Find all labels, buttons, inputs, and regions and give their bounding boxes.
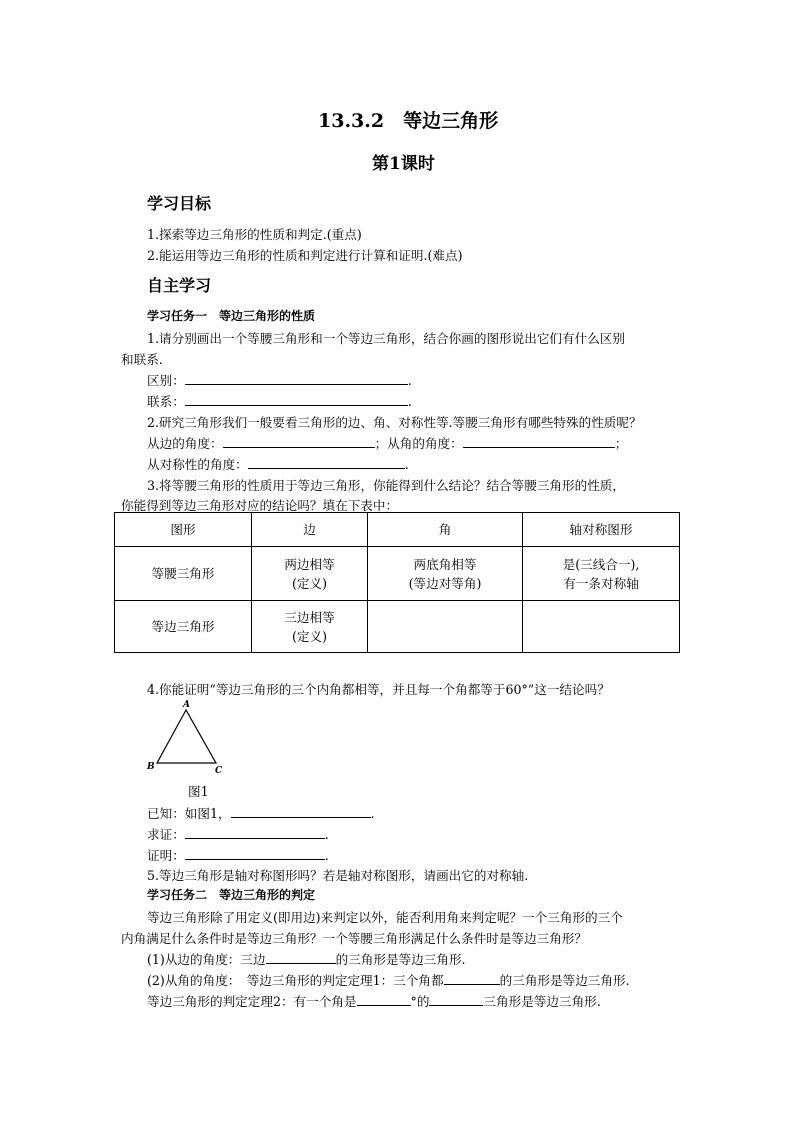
symmetry-perspective-blank[interactable] bbox=[248, 456, 405, 469]
symmetry-perspective-label: 从对称性的角度： bbox=[147, 457, 248, 472]
vertex-a-label: A bbox=[183, 700, 190, 710]
angle-perspective-blank[interactable] bbox=[463, 435, 615, 448]
theorem2-angle-blank[interactable] bbox=[357, 993, 411, 1006]
table-cell-axis: 是(三线合一), 有一条对称轴 bbox=[523, 547, 680, 601]
triangle-abc bbox=[157, 710, 216, 763]
symmetry-row: 从对称性的角度： . bbox=[147, 457, 409, 472]
relation-row: 联系： . bbox=[147, 394, 412, 409]
table-cell-shape: 等边三角形 bbox=[115, 601, 252, 653]
table-cell-axis-answer[interactable] bbox=[523, 601, 680, 653]
table-header-row bbox=[115, 513, 680, 547]
properties-table bbox=[114, 512, 680, 653]
prove-row: 求证： . bbox=[147, 827, 329, 842]
figure-caption: 图1 bbox=[188, 784, 209, 799]
table-cell-angle-answer[interactable] bbox=[368, 601, 523, 653]
question-1-line1: 1.请分别画出一个等腰三角形和一个等边三角形，结合你画的图形说出它们有什么区别 bbox=[147, 331, 625, 346]
question-3-line1: 3.将等腰三角形的性质用于等边三角形，你能得到什么结论？结合等腰三角形的性质， bbox=[147, 478, 625, 493]
table-cell-side: 三边相等 (定义) bbox=[252, 601, 368, 653]
side-angle-row: 从边的角度： ；从角的角度： ； bbox=[147, 436, 628, 451]
proof-label: 证明： bbox=[147, 848, 185, 863]
question-4: 4.你能证明“等边三角形的三个内角都相等，并且每一个角都等于60°”这一结论吗？ bbox=[147, 682, 610, 697]
task2-intro-line2: 内角满足什么条件时是等边三角形？一个等腰三角形满足什么条件时是等边三角形？ bbox=[121, 931, 587, 946]
question-2: 2.研究三角形我们一般要看三角形的边、角、对称性等.等腰三角形有哪些特殊的性质呢？ bbox=[147, 415, 642, 430]
proof-blank[interactable] bbox=[185, 847, 325, 860]
given-row: 已知：如图1， . bbox=[147, 806, 375, 821]
proof-row: 证明： . bbox=[147, 848, 329, 863]
table-header: 边 bbox=[252, 513, 368, 547]
relation-label: 联系： bbox=[147, 394, 185, 409]
task1-heading: 学习任务一 等边三角形的性质 bbox=[147, 309, 316, 323]
table-header: 图形 bbox=[115, 513, 252, 547]
question-5: 5.等边三角形是轴对称图形吗？若是轴对称图形，请画出它的对称轴. bbox=[147, 868, 529, 883]
table-header: 角 bbox=[368, 513, 523, 547]
objectives-heading: 学习目标 bbox=[147, 194, 212, 213]
angle-perspective-label: ；从角的角度： bbox=[374, 436, 463, 451]
vertex-c-label: C bbox=[215, 766, 223, 776]
table-header: 轴对称图形 bbox=[523, 513, 680, 547]
side-criterion-blank[interactable] bbox=[266, 951, 336, 964]
theorem2-type-blank[interactable] bbox=[429, 993, 483, 1006]
objective-item: 2.能运用等边三角形的性质和判定进行计算和证明.(难点) bbox=[147, 248, 463, 263]
side-perspective-label: 从边的角度： bbox=[147, 436, 223, 451]
vertex-b-label: B bbox=[147, 762, 155, 772]
page-subtitle: 第1课时 bbox=[372, 154, 435, 174]
difference-label: 区别： bbox=[147, 373, 185, 388]
angle-criterion-blank[interactable] bbox=[444, 972, 500, 985]
side-criterion-row: (1)从边的角度：三边 的三角形是等边三角形. bbox=[147, 952, 466, 967]
relation-answer-blank[interactable] bbox=[185, 393, 408, 406]
table-cell-shape: 等腰三角形 bbox=[115, 547, 252, 601]
question-3-line2: 你能得到等边三角形对应的结论吗？填在下表中： bbox=[121, 498, 399, 513]
difference-answer-blank[interactable] bbox=[185, 372, 408, 385]
difference-row: 区别： . bbox=[147, 373, 412, 388]
given-blank[interactable] bbox=[231, 805, 371, 818]
table-row bbox=[115, 547, 680, 601]
table-cell-side: 两边相等 (定义) bbox=[252, 547, 368, 601]
table-row bbox=[115, 601, 680, 653]
task2-heading: 学习任务二 等边三角形的判定 bbox=[147, 888, 316, 902]
question-1-line2: 和联系. bbox=[121, 352, 163, 367]
prove-label: 求证： bbox=[147, 827, 185, 842]
theorem2-row: 等边三角形的判定定理2：有一个角是 °的 三角形是等边三角形. bbox=[147, 994, 601, 1009]
angle-criterion-row: (2)从角的角度： 等边三角形的判定定理1：三个角都 的三角形是等边三角形. bbox=[147, 973, 630, 988]
task2-intro-line1: 等边三角形除了用定义(即用边)来判定以外，能否利用角来判定呢？一个三角形的三个 bbox=[147, 910, 623, 925]
objective-item: 1.探索等边三角形的性质和判定.(重点) bbox=[147, 227, 362, 242]
side-perspective-blank[interactable] bbox=[223, 435, 375, 448]
table-cell-angle: 两底角相等 (等边对等角) bbox=[368, 547, 523, 601]
page-title: 13.3.2 等边三角形 bbox=[318, 110, 499, 132]
equilateral-triangle-figure bbox=[140, 696, 235, 778]
given-label: 已知：如图1， bbox=[147, 806, 231, 821]
self-study-heading: 自主学习 bbox=[147, 276, 212, 295]
prove-blank[interactable] bbox=[185, 826, 325, 839]
